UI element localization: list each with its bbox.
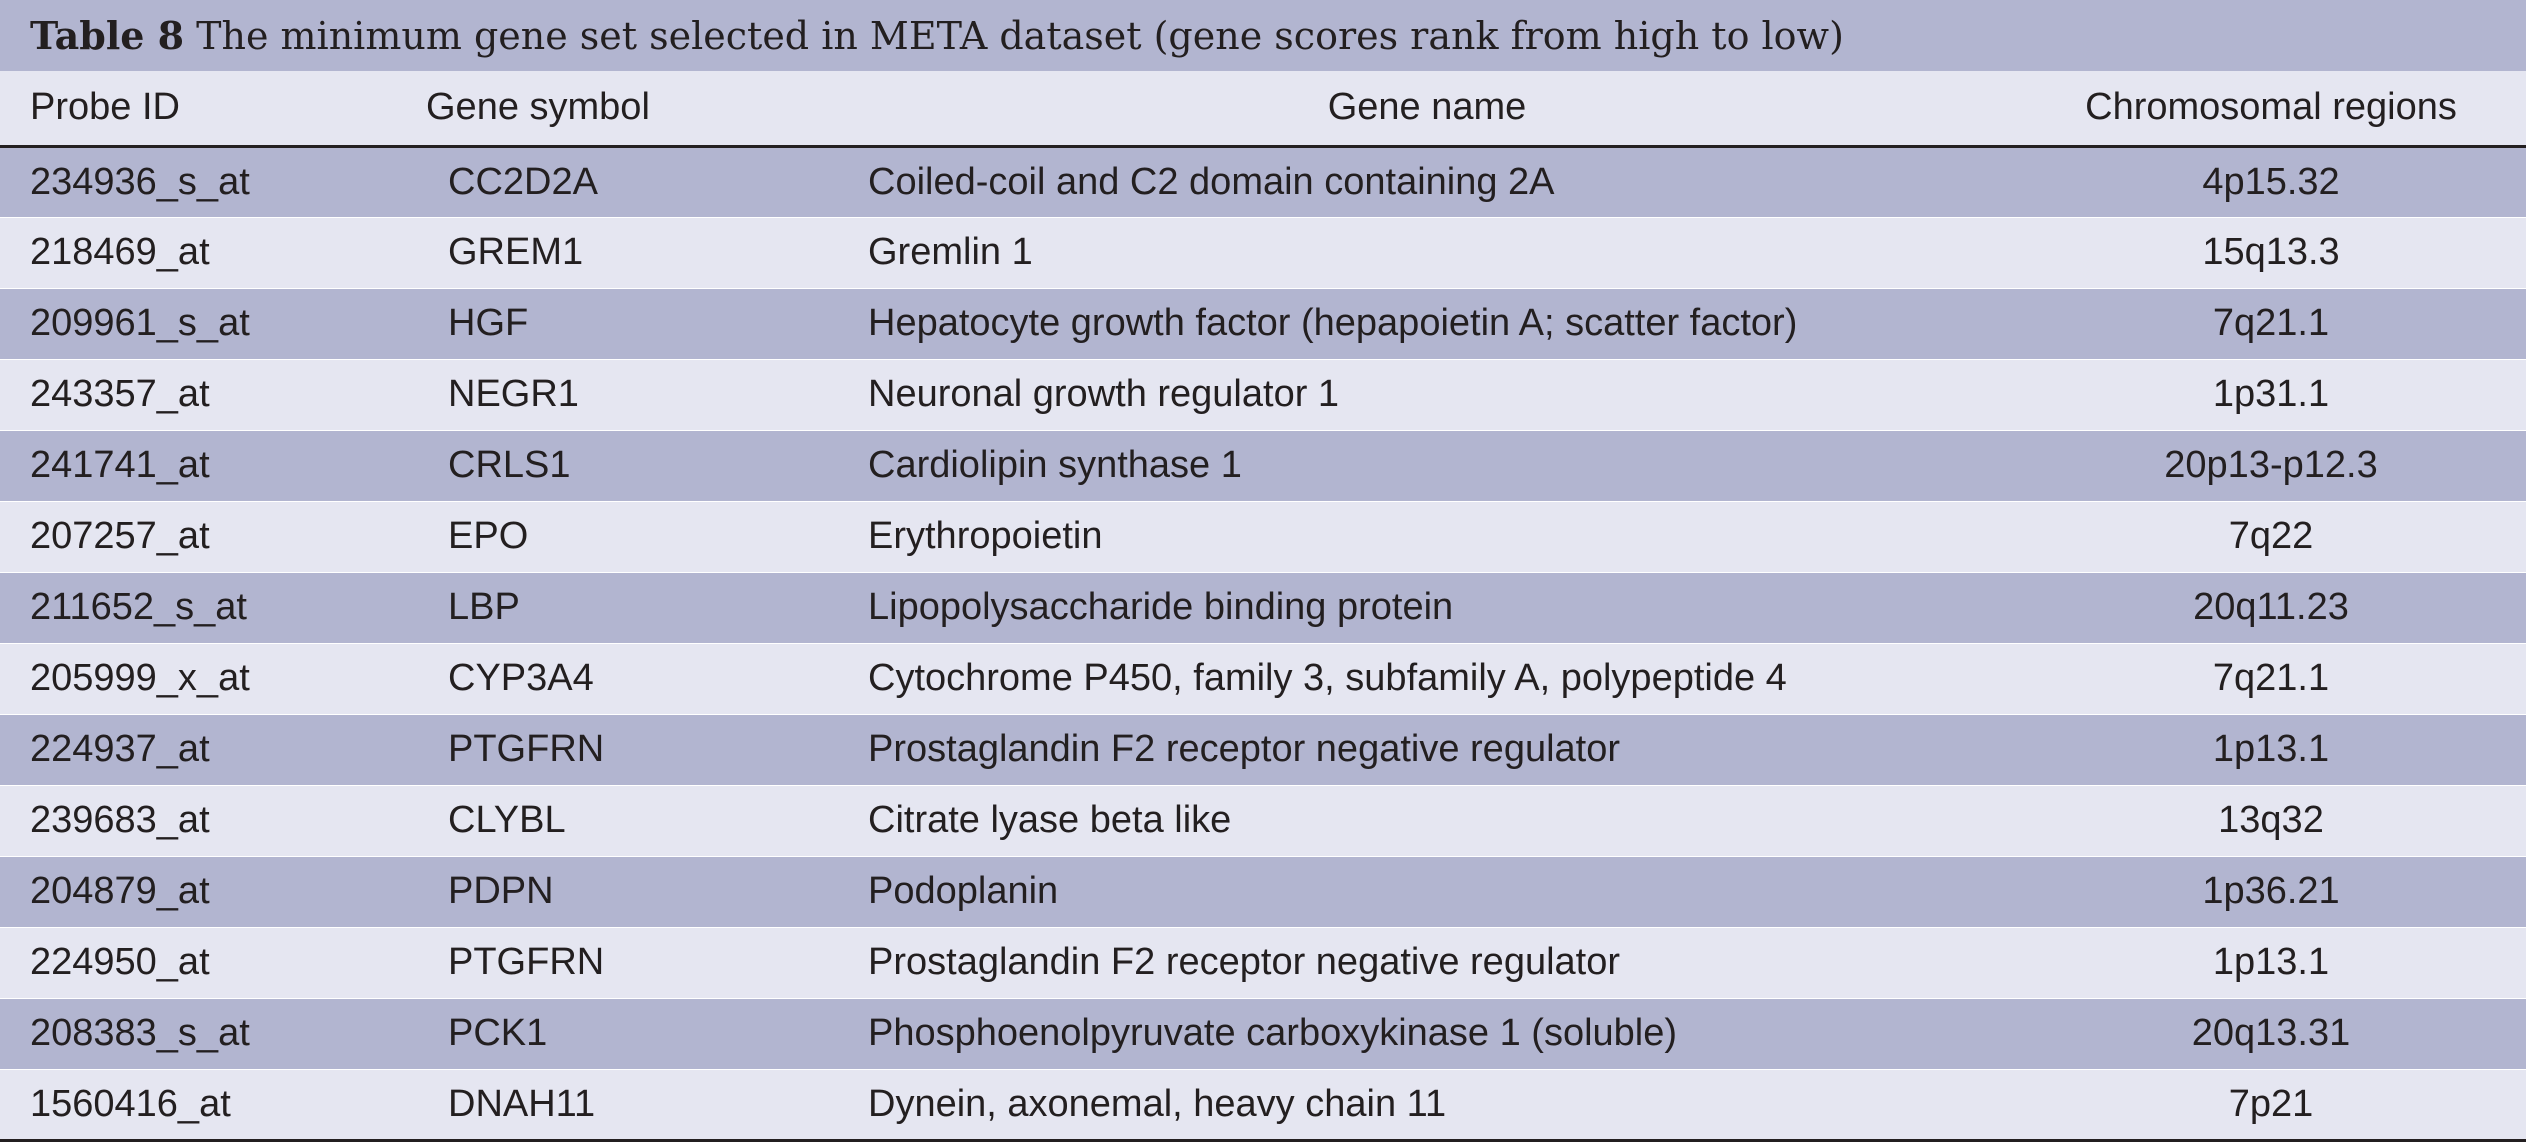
gene-name-cell: Hepatocyte growth factor (hepapoietin A; scatter factor) bbox=[838, 288, 2016, 359]
table-row bbox=[0, 927, 2526, 998]
chromosomal-region-cell: 4p15.32 bbox=[2016, 146, 2526, 217]
table-body bbox=[0, 146, 2526, 1140]
chromosomal-region-cell: 1p36.21 bbox=[2016, 856, 2526, 927]
probe-id-cell: 234936_s_at bbox=[0, 146, 418, 217]
table-row bbox=[0, 217, 2526, 288]
probe-id-cell: 208383_s_at bbox=[0, 998, 418, 1069]
table-caption-text: The minimum gene set selected in META dataset (gene scores rank from high to low) bbox=[196, 13, 1844, 58]
probe-id-cell: 224950_at bbox=[0, 927, 418, 998]
chromosomal-region-cell: 20q11.23 bbox=[2016, 572, 2526, 643]
gene-name-cell: Lipopolysaccharide binding protein bbox=[838, 572, 2016, 643]
gene-symbol-cell: DNAH11 bbox=[418, 1069, 838, 1140]
probe-id-cell: 207257_at bbox=[0, 501, 418, 572]
gene-symbol-cell: CC2D2A bbox=[418, 146, 838, 217]
chromosomal-region-cell: 7q22 bbox=[2016, 501, 2526, 572]
table-row bbox=[0, 998, 2526, 1069]
table-row bbox=[0, 1069, 2526, 1140]
table-row bbox=[0, 430, 2526, 501]
probe-id-cell: 205999_x_at bbox=[0, 643, 418, 714]
table-row bbox=[0, 146, 2526, 217]
gene-name-cell: Prostaglandin F2 receptor negative regulator bbox=[838, 927, 2016, 998]
table-row bbox=[0, 643, 2526, 714]
column-header-gene-name: Gene name bbox=[838, 71, 2016, 146]
chromosomal-region-cell: 20q13.31 bbox=[2016, 998, 2526, 1069]
gene-table bbox=[0, 71, 2526, 1142]
gene-name-cell: Cardiolipin synthase 1 bbox=[838, 430, 2016, 501]
probe-id-cell: 241741_at bbox=[0, 430, 418, 501]
gene-symbol-cell: LBP bbox=[418, 572, 838, 643]
gene-symbol-cell: PDPN bbox=[418, 856, 838, 927]
probe-id-cell: 218469_at bbox=[0, 217, 418, 288]
gene-symbol-cell: PCK1 bbox=[418, 998, 838, 1069]
gene-symbol-cell: EPO bbox=[418, 501, 838, 572]
gene-name-cell: Dynein, axonemal, heavy chain 11 bbox=[838, 1069, 2016, 1140]
table-row bbox=[0, 785, 2526, 856]
chromosomal-region-cell: 7q21.1 bbox=[2016, 643, 2526, 714]
gene-name-cell: Erythropoietin bbox=[838, 501, 2016, 572]
table-row bbox=[0, 359, 2526, 430]
chromosomal-region-cell: 7q21.1 bbox=[2016, 288, 2526, 359]
gene-symbol-cell: NEGR1 bbox=[418, 359, 838, 430]
table-header-row bbox=[0, 71, 2526, 146]
column-header-gene-symbol: Gene symbol bbox=[418, 71, 838, 146]
column-header-chromosomal-regions: Chromosomal regions bbox=[2016, 71, 2526, 146]
probe-id-cell: 211652_s_at bbox=[0, 572, 418, 643]
probe-id-cell: 1560416_at bbox=[0, 1069, 418, 1140]
chromosomal-region-cell: 15q13.3 bbox=[2016, 217, 2526, 288]
gene-name-cell: Neuronal growth regulator 1 bbox=[838, 359, 2016, 430]
chromosomal-region-cell: 1p13.1 bbox=[2016, 714, 2526, 785]
gene-symbol-cell: HGF bbox=[418, 288, 838, 359]
probe-id-cell: 209961_s_at bbox=[0, 288, 418, 359]
gene-name-cell: Citrate lyase beta like bbox=[838, 785, 2016, 856]
gene-name-cell: Gremlin 1 bbox=[838, 217, 2016, 288]
gene-symbol-cell: CLYBL bbox=[418, 785, 838, 856]
gene-name-cell: Phosphoenolpyruvate carboxykinase 1 (soluble) bbox=[838, 998, 2016, 1069]
gene-symbol-cell: GREM1 bbox=[418, 217, 838, 288]
gene-name-cell: Cytochrome P450, family 3, subfamily A, polypeptide 4 bbox=[838, 643, 2016, 714]
chromosomal-region-cell: 1p13.1 bbox=[2016, 927, 2526, 998]
table-caption-label: Table 8 bbox=[30, 13, 185, 58]
probe-id-cell: 224937_at bbox=[0, 714, 418, 785]
gene-symbol-cell: PTGFRN bbox=[418, 714, 838, 785]
chromosomal-region-cell: 13q32 bbox=[2016, 785, 2526, 856]
gene-symbol-cell: CRLS1 bbox=[418, 430, 838, 501]
gene-symbol-cell: CYP3A4 bbox=[418, 643, 838, 714]
gene-name-cell: Prostaglandin F2 receptor negative regulator bbox=[838, 714, 2016, 785]
table-row bbox=[0, 501, 2526, 572]
table-row bbox=[0, 856, 2526, 927]
chromosomal-region-cell: 20p13-p12.3 bbox=[2016, 430, 2526, 501]
table-caption bbox=[0, 0, 2526, 71]
table-row bbox=[0, 288, 2526, 359]
chromosomal-region-cell: 7p21 bbox=[2016, 1069, 2526, 1140]
table-row bbox=[0, 714, 2526, 785]
gene-symbol-cell: PTGFRN bbox=[418, 927, 838, 998]
chromosomal-region-cell: 1p31.1 bbox=[2016, 359, 2526, 430]
probe-id-cell: 243357_at bbox=[0, 359, 418, 430]
column-header-probe-id: Probe ID bbox=[0, 71, 418, 146]
gene-name-cell: Coiled-coil and C2 domain containing 2A bbox=[838, 146, 2016, 217]
probe-id-cell: 239683_at bbox=[0, 785, 418, 856]
probe-id-cell: 204879_at bbox=[0, 856, 418, 927]
gene-name-cell: Podoplanin bbox=[838, 856, 2016, 927]
table-row bbox=[0, 572, 2526, 643]
